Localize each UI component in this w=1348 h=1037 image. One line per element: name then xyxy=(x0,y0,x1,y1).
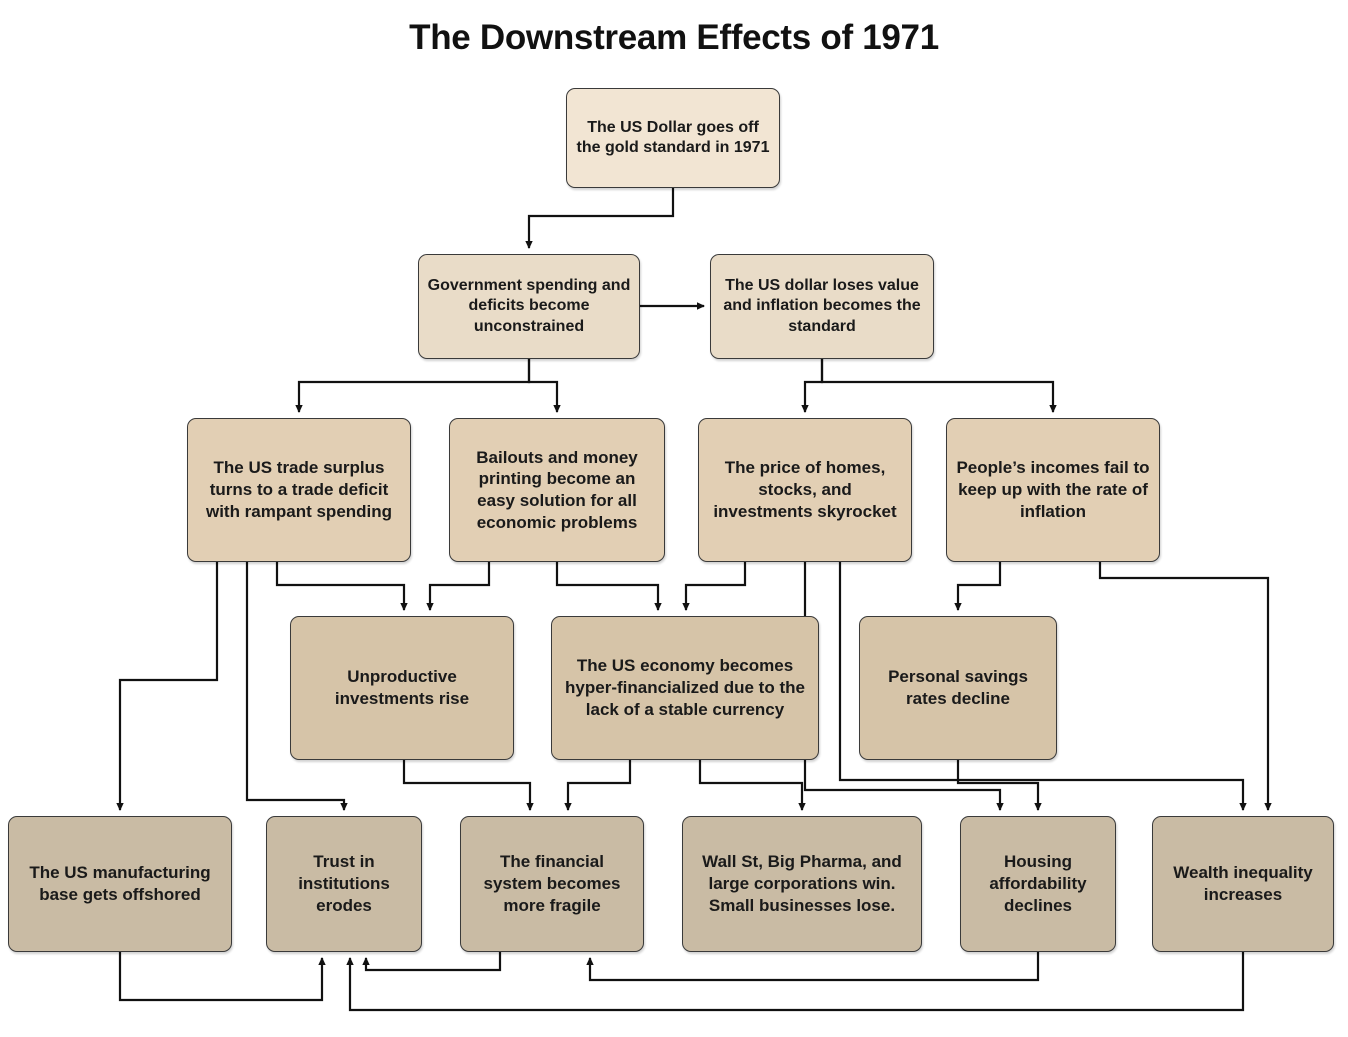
node-label: The US economy becomes hyper-financialized due to the lack of a stable currency xyxy=(565,656,805,719)
node-label: Wall St, Big Pharma, and large corporations win. Small businesses lose. xyxy=(702,852,902,915)
node-label: The US trade surplus turns to a trade deficit with rampant spending xyxy=(205,458,393,521)
flow-node-corporations-win[interactable] xyxy=(682,816,922,952)
node-label: Government spending and deficits become unconstrained xyxy=(427,276,631,335)
node-label: Personal savings rates decline xyxy=(888,667,1028,708)
flow-node-government-spending[interactable] xyxy=(418,254,640,359)
flow-node-trust-erodes[interactable] xyxy=(266,816,422,952)
flow-node-savings-rates-decline[interactable] xyxy=(859,616,1057,760)
flow-node-manufacturing-offshored[interactable] xyxy=(8,816,232,952)
node-label: People’s incomes fail to keep up with the rate of inflation xyxy=(956,458,1150,521)
flow-node-unproductive-investments[interactable] xyxy=(290,616,514,760)
flow-node-housing-affordability[interactable] xyxy=(960,816,1116,952)
node-label: The price of homes, stocks, and investments skyrocket xyxy=(713,458,897,521)
flow-node-asset-prices-skyrocket[interactable] xyxy=(698,418,912,562)
node-label: The US Dollar goes off the gold standard in 1971 xyxy=(576,118,770,156)
flow-node-wealth-inequality[interactable] xyxy=(1152,816,1334,952)
flow-node-dollar-off-gold[interactable] xyxy=(566,88,780,188)
node-label: Trust in institutions erodes xyxy=(298,852,390,915)
flow-node-incomes-lag-inflation[interactable] xyxy=(946,418,1160,562)
page-title: The Downstream Effects of 1971 xyxy=(409,18,939,57)
node-label: The financial system becomes more fragile xyxy=(483,852,621,915)
flow-node-hyper-financialized-economy[interactable] xyxy=(551,616,819,760)
node-label: The US manufacturing base gets offshored xyxy=(29,863,211,904)
node-label: Wealth inequality increases xyxy=(1173,863,1313,904)
node-label: Bailouts and money printing become an easy solution for all economic problems xyxy=(476,447,638,532)
node-label: Housing affordability declines xyxy=(989,852,1087,915)
flow-node-bailouts-money-printing[interactable] xyxy=(449,418,665,562)
node-label: Unproductive investments rise xyxy=(334,667,470,708)
flow-node-dollar-loses-value[interactable] xyxy=(710,254,934,359)
node-label: The US dollar loses value and inflation becomes the standard xyxy=(723,276,921,335)
flow-node-financial-system-fragile[interactable] xyxy=(460,816,644,952)
flow-node-trade-deficit[interactable] xyxy=(187,418,411,562)
